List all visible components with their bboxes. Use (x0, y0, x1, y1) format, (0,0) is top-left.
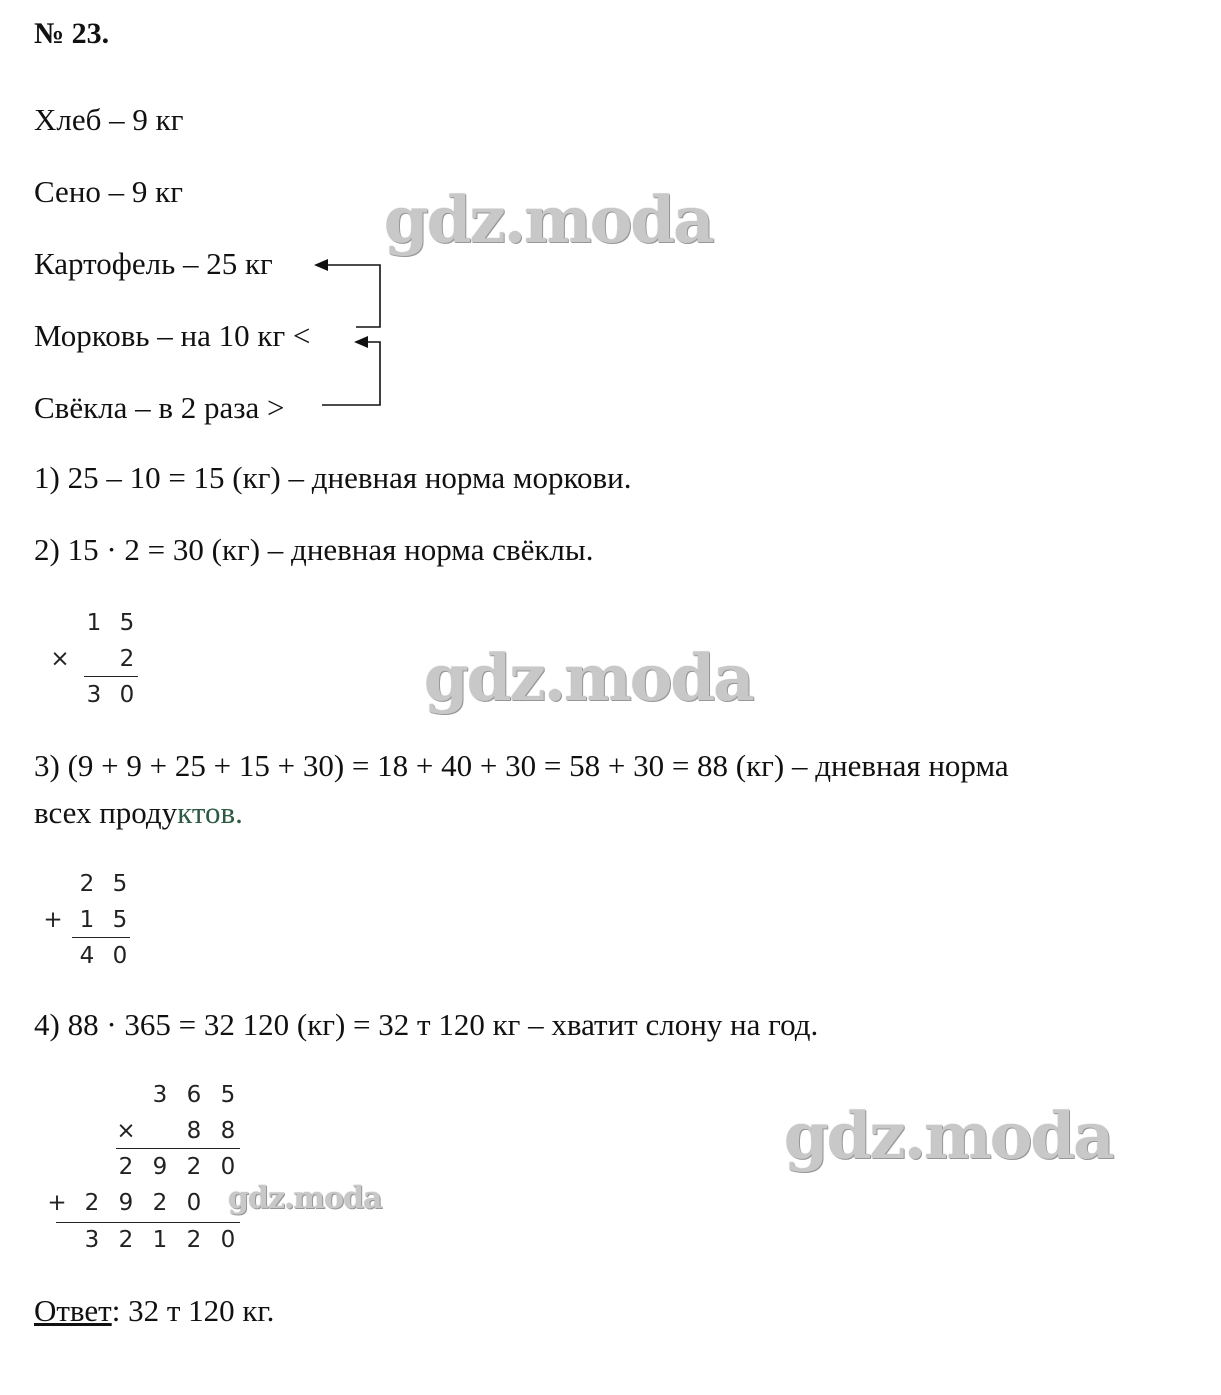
answer-label: Ответ (34, 1293, 112, 1328)
step-3-line-1: 3) (9 + 9 + 25 + 15 + 30) = 18 + 40 + 30 = 58 + 30 = 88 (кг) – дневная норма (34, 748, 1009, 783)
step-2: 2) 15 · 2 = 30 (кг) – дневная норма свёклы. (34, 532, 594, 567)
calc2-digit: 5 (112, 871, 128, 897)
calc1-digit: 5 (119, 610, 135, 636)
calc3-digit: 0 (220, 1227, 236, 1253)
step-3-text-b: ктов. (177, 795, 243, 830)
calc2-digit: 5 (112, 907, 128, 933)
calc3-digit: 2 (118, 1154, 134, 1180)
calc1-digit: 3 (86, 682, 102, 708)
given-beet: Свёкла – в 2 раза > (34, 390, 285, 425)
step-3-line-2 (34, 795, 243, 831)
calc3-digit: 2 (118, 1227, 134, 1253)
calc3-digit: 5 (220, 1082, 236, 1108)
given-bread: Хлеб – 9 кг (34, 102, 184, 137)
given-hay: Сено – 9 кг (34, 174, 183, 209)
calc2-digit: 2 (79, 871, 95, 897)
calc1-rule (84, 676, 138, 677)
watermark-logo: gdz.moda (784, 1099, 1113, 1174)
calc1-op: × (50, 646, 70, 672)
calc1-digit: 1 (86, 610, 102, 636)
calc3-digit: 3 (84, 1227, 100, 1253)
calc3-digit: 9 (118, 1190, 134, 1216)
calc2-rule (72, 937, 130, 938)
step-1: 1) 25 – 10 = 15 (кг) – дневная норма моркови. (34, 460, 632, 495)
watermark-logo: gdz.moda (384, 183, 713, 258)
calc3-digit: 2 (152, 1190, 168, 1216)
calc3-digit: 0 (186, 1190, 202, 1216)
calc2-digit: 1 (79, 907, 95, 933)
calc3-rule-1 (116, 1148, 240, 1149)
calc3-digit: 8 (186, 1118, 202, 1144)
watermark-logo: gdz.moda (424, 641, 753, 716)
given-carrot: Морковь – на 10 кг < (34, 318, 311, 353)
step-3-text-a: всех проду (34, 795, 178, 830)
calc3-digit: 0 (220, 1154, 236, 1180)
calc3-op: + (47, 1190, 67, 1216)
calc3-digit: 2 (84, 1190, 100, 1216)
calc3-digit: 3 (152, 1082, 168, 1108)
calc3-digit: 9 (152, 1154, 168, 1180)
answer (34, 1293, 274, 1329)
calc3-digit: 2 (186, 1154, 202, 1180)
given-potato: Картофель – 25 кг (34, 246, 273, 281)
calc2-digit: 0 (112, 943, 128, 969)
calc1-digit: 0 (119, 682, 135, 708)
calc3-digit: 2 (186, 1227, 202, 1253)
step-4: 4) 88 · 365 = 32 120 (кг) = 32 т 120 кг – хватит слону на год. (34, 1007, 819, 1042)
problem-number: № 23. (34, 17, 110, 50)
answer-text: : 32 т 120 кг. (111, 1293, 275, 1328)
calc2-op: + (43, 907, 63, 933)
calc3-rule-2 (56, 1222, 240, 1223)
calc3-digit: 1 (152, 1227, 168, 1253)
calc3-digit: 8 (220, 1118, 236, 1144)
calc3-op: × (116, 1118, 136, 1144)
calc1-digit: 2 (119, 646, 135, 672)
watermark-logo-small: gdz.moda (228, 1181, 382, 1216)
calc2-digit: 4 (79, 943, 95, 969)
calc3-digit: 6 (186, 1082, 202, 1108)
